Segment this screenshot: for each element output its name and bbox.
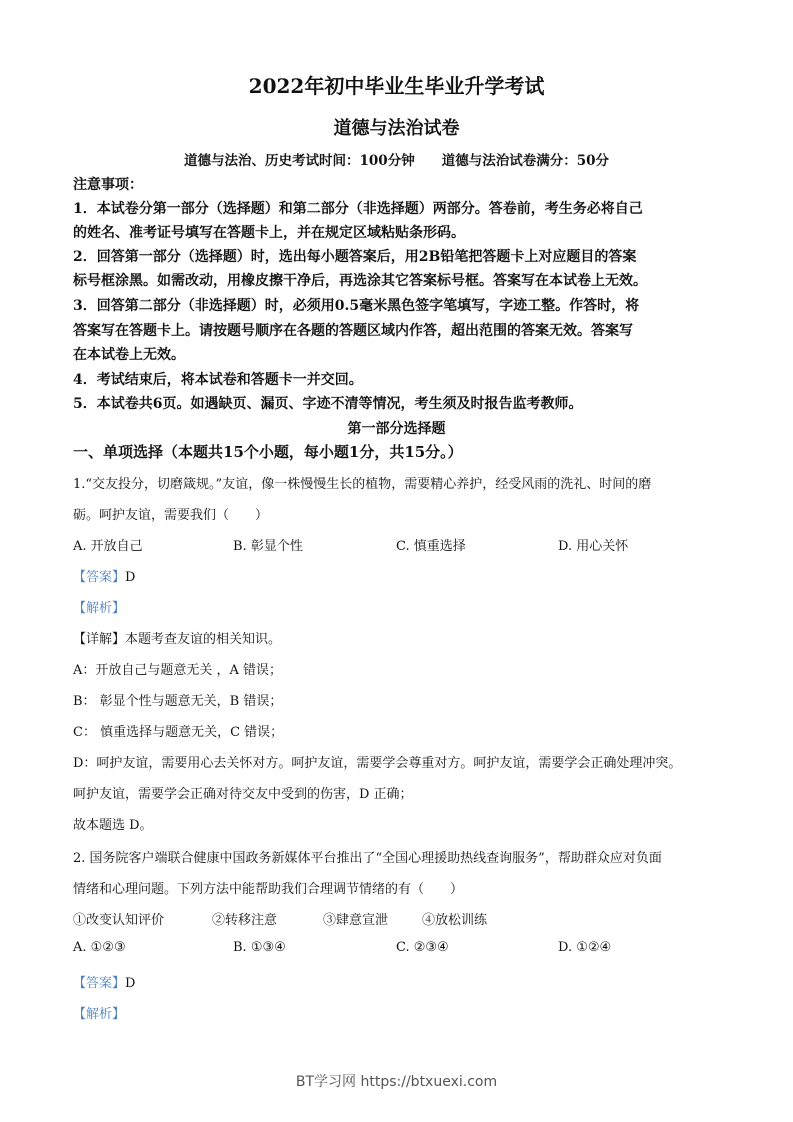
q2-item: ③肆意宣泄	[323, 913, 389, 928]
q1-detail: D：呵护友谊，需要用心去关怀对方。呵护友谊，需要学会尊重对方。呵护友谊，需要学会正确处理冲突。	[73, 756, 682, 771]
answer-value: D	[125, 976, 136, 991]
q1-detail: 故本题选 D。	[73, 818, 153, 833]
q1-option-c: C. 慎重选择	[396, 539, 466, 554]
notes-line: 2．回答第一部分（选择题）时，选出每小题答案后，用2B铅笔把答题卡上对应题目的答案	[73, 249, 637, 265]
q1-detail: 呵护友谊，需要学会正确对待交友中受到的伤害，D 正确；	[73, 787, 413, 802]
exam-info: 道德与法治、历史考试时间：100分钟 道德与法治试卷满分：50分	[184, 153, 609, 169]
q1-option-b: B. 彰显个性	[233, 539, 303, 554]
exam-subject: 道德与法治试卷	[333, 118, 460, 139]
q2-stem: 2. 国务院客户端联合健康中国政务新媒体平台推出了“全国心理援助热线查询服务”，帮助群众应对负面	[73, 851, 662, 866]
notes-line: 的姓名、准考证号填写在答题卡上，并在规定区域粘贴条形码。	[73, 225, 465, 241]
notes-line: 在本试卷上无效。	[73, 347, 185, 363]
notes-line: 1．本试卷分第一部分（选择题）和第二部分（非选择题）两部分。答卷前，考生务必将自己	[73, 201, 643, 217]
watermark-footer: BT学习网 https://btxuexi.com	[295, 1074, 498, 1090]
q2-option-b: B. ①③④	[233, 940, 286, 955]
q1-option-a: A. 开放自己	[73, 539, 143, 554]
q1-detail: B： 彰显个性与题意无关，B 错误；	[73, 694, 283, 709]
q1-detail: A：开放自己与题意无关 ，A 错误；	[73, 663, 283, 678]
notes-line: 3．回答第二部分（非选择题）时，必须用0.5毫米黑色签字笔填写，字迹工整。作答时，将	[73, 298, 640, 314]
q2-answer	[73, 972, 135, 991]
section-heading: 一、单项选择（本题共15个小题，每小题1分，共15分。）	[73, 443, 463, 461]
q2-analysis-label: 【解析】	[73, 1007, 126, 1022]
q2-option-a: A. ①②③	[73, 940, 126, 955]
q1-detail: 【详解】本题考查友谊的相关知识。	[73, 632, 282, 647]
exam-title: 2022年初中毕业生毕业升学考试	[248, 74, 545, 98]
notes-heading: 注意事项：	[73, 177, 143, 193]
q1-analysis-label: 【解析】	[73, 601, 126, 616]
notes-line: 4．考试结束后，将本试卷和答题卡一并交回。	[73, 372, 363, 388]
notes-line: 答案写在答题卡上。请按题号顺序在各题的答题区域内作答，超出范围的答案无效。答案写	[73, 323, 633, 339]
q2-option-d: D. ①②④	[558, 940, 612, 955]
answer-value: D	[125, 570, 136, 585]
q1-answer	[73, 566, 135, 585]
q1-detail: C： 慎重选择与题意无关，C 错误；	[73, 725, 284, 740]
answer-label: 【答案】	[73, 976, 126, 991]
q2-item: ④放松训练	[422, 913, 488, 928]
q1-stem: 砺。呵护友谊，需要我们（ ）	[73, 508, 269, 523]
part1-heading: 第一部分选择题	[347, 421, 446, 437]
q2-item: ①改变认知评价	[73, 913, 165, 928]
q1-stem: 1.“交友投分，切磨箴规。”友谊，像一株慢慢生长的植物，需要精心养护，经受风雨的洗礼、时间的磨	[73, 477, 652, 492]
q1-option-d: D. 用心关怀	[558, 539, 629, 554]
notes-line: 标号框涂黑。如需改动，用橡皮擦干净后，再选涂其它答案标号框。答案写在本试卷上无效。	[73, 273, 647, 289]
answer-label: 【答案】	[73, 570, 126, 585]
q2-item: ②转移注意	[212, 913, 278, 928]
notes-line: 5．本试卷共6页。如遇缺页、漏页、字迹不清等情况，考生须及时报告监考教师。	[73, 396, 583, 412]
q2-stem: 情绪和心理问题。下列方法中能帮助我们合理调节情绪的有（ ）	[73, 882, 464, 897]
q2-option-c: C. ②③④	[396, 940, 449, 955]
